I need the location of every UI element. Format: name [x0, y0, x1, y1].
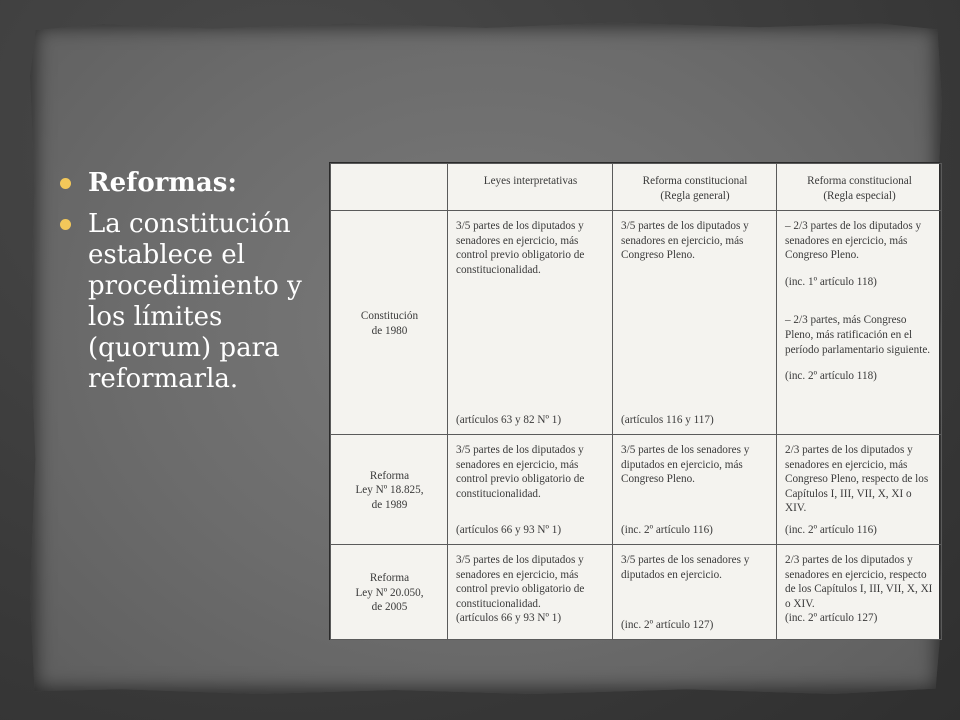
- row-label-line: de 1989: [371, 498, 408, 511]
- cell-regla-general: [613, 211, 777, 435]
- cell-text: 2/3 partes de los diputados y senadores en ejercicio, más Congreso Pleno, respecto de los Capítulos I, III, VII, X, XI o XIV.: [785, 444, 929, 515]
- cell-regla-general: [613, 545, 777, 640]
- cell-content: [621, 219, 769, 428]
- row-label: [331, 545, 448, 640]
- row-label-line: Reforma: [369, 469, 410, 482]
- header-text: Leyes interpretativas: [483, 175, 578, 187]
- row-label-line: Ley Nº 18.825,: [355, 484, 424, 497]
- cell-regla-especial: [777, 435, 942, 545]
- cell-text: 2/3 partes de los diputados y senadores en ejercicio, respecto de los Capítulos I, III, VII, X, XI o XIV.: [785, 554, 933, 610]
- bullet-dot-icon: [60, 178, 71, 189]
- header-empty: [331, 164, 448, 211]
- cell-ref: (artículos 116 y 117): [621, 414, 714, 427]
- cell-text: – 2/3 partes, más Congreso Pleno, más ratificación en el período parlamentario siguiente.: [785, 314, 931, 356]
- table-row: [331, 211, 942, 435]
- table-row: [331, 435, 942, 545]
- cell-interpretativas: [448, 545, 613, 640]
- cell-ref: (inc. 1º artículo 118): [785, 275, 877, 288]
- header-regla-general: [613, 164, 777, 211]
- cell-content: [456, 553, 605, 626]
- header-regla-especial: [777, 164, 942, 211]
- cell-interpretativas: [448, 211, 613, 435]
- cell-content: [621, 553, 769, 633]
- header-subtext: (Regla general): [660, 189, 730, 202]
- cell-content: [785, 553, 934, 626]
- row-label-line: de 1980: [371, 324, 408, 337]
- bullet-text: Reformas:: [88, 168, 237, 198]
- cell-content: [456, 443, 605, 538]
- cell-ref: (inc. 2º artículo 116): [785, 524, 877, 537]
- row-label-line: Reforma: [369, 572, 410, 585]
- row-label: [331, 211, 448, 435]
- cell-text: – 2/3 partes de los diputados y senadores en ejercicio, más Congreso Pleno.: [785, 220, 922, 262]
- table-header-row: [331, 164, 942, 211]
- cell-ref: (artículos 63 y 82 Nº 1): [456, 414, 562, 427]
- table-row: [331, 545, 942, 640]
- header-leyes-interpretativas: [448, 164, 613, 211]
- row-label-line: de 2005: [371, 601, 408, 614]
- cell-content: [456, 219, 605, 428]
- cell-interpretativas: [448, 435, 613, 545]
- row-label-line: Ley Nº 20.050,: [355, 586, 424, 599]
- row-label: [331, 435, 448, 545]
- cell-text: 3/5 partes de los senadores y diputados en ejercicio, más Congreso Pleno.: [621, 444, 750, 486]
- header-text: Reforma constitucional: [807, 175, 912, 187]
- bullet-item-reformas: [58, 168, 326, 199]
- cell-text: 3/5 partes de los senadores y diputados en ejercicio.: [621, 554, 750, 581]
- reform-table-image: [329, 162, 940, 640]
- cell-ref: (artículos 66 y 93 Nº 1): [456, 612, 562, 625]
- cell-text: 3/5 partes de los diputados y senadores en ejercicio, más control previo obligatorio de constitucionalidad.: [456, 444, 585, 500]
- cell-content: [785, 443, 934, 538]
- cell-ref: (inc. 2º artículo 127): [621, 619, 714, 632]
- cell-regla-especial: [777, 545, 942, 640]
- bullet-list: [58, 168, 326, 405]
- bullet-item-description: [58, 209, 326, 395]
- header-text: Reforma constitucional: [642, 175, 748, 187]
- cell-ref: (artículos 66 y 93 Nº 1): [456, 524, 562, 537]
- header-subtext: (Regla especial): [823, 189, 896, 202]
- cell-regla-general: [613, 435, 777, 545]
- reform-table: [330, 163, 942, 640]
- cell-ref: (inc. 2º artículo 127): [785, 612, 878, 625]
- row-label-line: Constitución: [360, 309, 419, 322]
- cell-regla-especial: [777, 211, 942, 435]
- cell-content: [621, 443, 769, 538]
- cell-text: 3/5 partes de los diputados y senadores en ejercicio, más Congreso Pleno.: [621, 220, 749, 262]
- cell-ref: (inc. 2º artículo 116): [621, 524, 713, 537]
- cell-text: 3/5 partes de los diputados y senadores en ejercicio, más control previo obligatorio de constitucionalidad.: [456, 554, 585, 610]
- cell-text: 3/5 partes de los diputados y senadores en ejercicio, más control previo obligatorio de constitucionalidad.: [456, 220, 585, 276]
- cell-ref: (inc. 2º artículo 118): [785, 370, 877, 383]
- bullet-dot-icon: [60, 219, 71, 230]
- bullet-text: La constitución establece el procedimiento y los límites (quorum) para reformarla.: [88, 209, 302, 394]
- cell-content: [785, 219, 934, 384]
